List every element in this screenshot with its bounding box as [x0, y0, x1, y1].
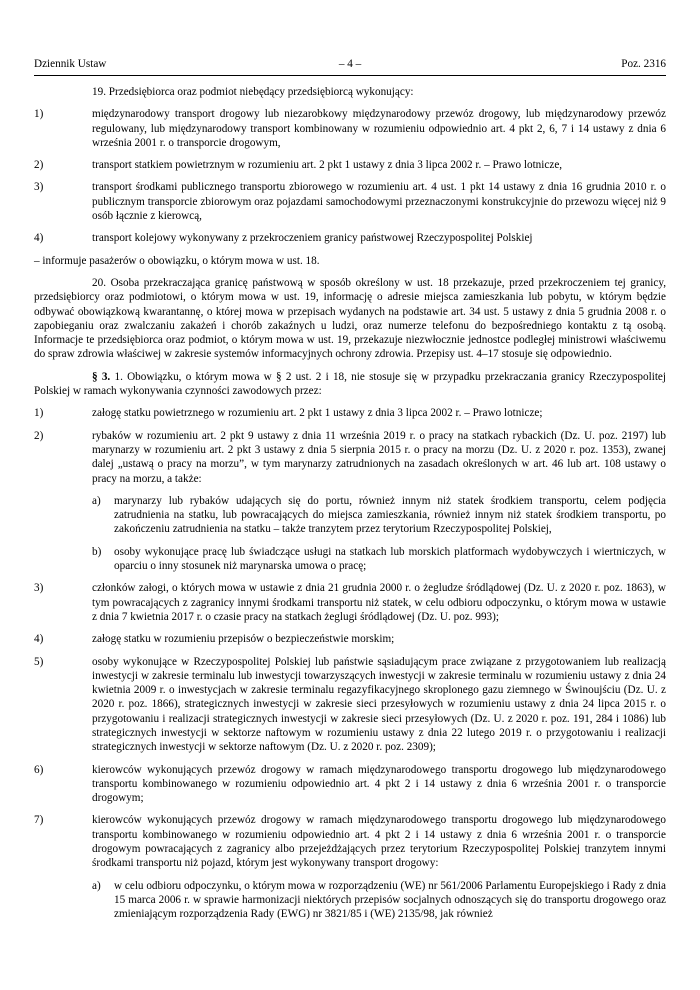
item-number: 1) [34, 407, 44, 420]
item-number: 4) [34, 232, 44, 245]
paragraph-19-intro: 19. Przedsiębiorca oraz podmiot niebędący przedsiębiorcą wykonujący: [92, 86, 414, 98]
paragraph-20: 20. Osoba przekraczająca granicę państwową w sposób określony w ust. 18 przekazuje, przed przekroczeniem tej granicy, przedsiębiorcy oraz podmiotowi, o którym mowa w ust. 19, informację o adresie miejsca zamieszkania lub pobytu, w którym będzie odbywać obowiązkową kwarantannę, o której mowa w przepisach wydanych na podstawie art. 34 ust. 5 ustawy z dnia 5 grudnia 2008 r. o zapobieganiu oraz zwalczaniu zakażeń i chorób zakaźnych u ludzi, oraz numerze telefonu do bezpośredniego kontaktu z tą osobą. Informacje te przedsiębiorca oraz podmiot, o którym mowa w ust. 19, przekazuje niezwłocznie jednostce podległej ministrowi właściwemu do spraw zdrowia właściwej w zakresie systemów informacyjnych ochrony zdrowia. Przepisy ust. 4–17 stosuje się odpowiednio. [34, 276, 666, 361]
item-number: 7) [34, 814, 44, 827]
sub-item [34, 879, 666, 922]
item-text: kierowców wykonujących przewóz drogowy w ramach międzynarodowego transportu drogowego lub międzynarodowego transportu kombinowanego w rozumieniu odpowiednio art. 4 pkt 2 i 14 ustawy z dnia 6 września 2001 r. o transporcie drogowym; [92, 763, 666, 805]
sub-item-letter: a) [92, 494, 101, 507]
item-text: transport środkami publicznego transportu zbiorowego w rozumieniu art. 4 ust. 1 pkt 14 ustawy z dnia 16 grudnia 2010 r. o publicznym transporcie zbiorowym oraz pojazdami samochodowymi przeznaczonymi konstrukcyjnie do przewozu więcej niż 9 osób łącznie z kierowcą, [92, 181, 666, 223]
item-text: transport kolejowy wykonywany z przekroczeniem granicy państwowej Rzeczypospolitej Polskiej [92, 232, 533, 245]
list-item [34, 813, 666, 870]
list-item [34, 231, 666, 245]
item-number: 3) [34, 181, 44, 194]
item-text: członków załogi, o których mowa w ustawie z dnia 21 grudnia 2000 r. o żegludze śródlądowej (Dz. U. z 2020 r. poz. 1863), w tym powracających z zagranicy innymi środkami transportu niż statek, w celu odbioru odpoczynku, o którym mowa w ustawie z dnia 7 kwietnia 2017 r. o czasie pracy na statkach żeglugi śródlądowej (Dz. U. poz. 993); [92, 582, 666, 623]
section-label: § 3. [92, 370, 111, 383]
journal-title: Dziennik Ustaw [34, 58, 107, 70]
section-intro-text: 1. Obowiązku, o którym mowa w § 2 ust. 2 i 18, nie stosuje się w przypadku przekraczania granicy Rzeczypospolitej Polskiej w ramach wykonywania czynności zawodowych przez: [34, 370, 667, 398]
sub-item-text: marynarzy lub rybaków udających się do portu, również innym niż statek środkiem transportu, celem podjęcia zatrudnienia na statku, lub powracających do miejsca zamieszkania, również innym niż statek środkiem transportu, po zakończeniu zatrudnienia na statku – także tranzytem przez terytorium Rzeczypospolitej Polskiej, [114, 494, 666, 536]
item-text: międzynarodowy transport drogowy lub niezarobkowy międzynarodowy przewóz drogowy, lub międzynarodowy przewóz regulowany, lub międzynarodowy transport kombinowany w rozumieniu odpowiednio art. 4 pkt 2, 6, 7 i 14 ustawy z dnia 6 września 2001 r. o transporcie drogowym, [92, 108, 666, 149]
item-text: transport statkiem powietrznym w rozumieniu art. 2 pkt 1 ustawy z dnia 3 lipca 2002 r. – Prawo lotnicze, [92, 159, 563, 172]
list-item [34, 581, 666, 624]
sub-item-text: w celu odbioru odpoczynku, o którym mowa w rozporządzeniu (WE) nr 561/2006 Parlamentu Europejskiego i Rady z dnia 15 marca 2006 r. w sprawie harmonizacji niektórych przepisów socjalnych odnoszących się do transportu drogowego oraz zmieniającym rozporządzenia Rady (EWG) nr 3821/85 i (WE) 2135/98, jak również [114, 879, 666, 921]
item-text: osoby wykonujące w Rzeczypospolitej Polskiej lub państwie sąsiadującym prace związane z przygotowaniem lub realizacją inwestycji w zakresie terminalu lub inwestycji towarzyszących inwestycji w zakresie terminalu w rozumieniu ustawy z dnia 24 kwietnia 2009 r. o inwestycjach w zakresie terminalu regazyfikacyjnego skroplonego gazu ziemnego w Świnoujściu (Dz. U. z 2020 r. poz. 1866), strategicznych inwestycji w zakresie sieci przesyłowych w rozumieniu ustawy z dnia 24 lipca 2015 r. o przygotowaniu i realizacji strategicznych inwestycji w zakresie sieci przesyłowych (Dz. U. z 2020 r. poz. 191, 284 i 1086) lub strategicznych inwestycji w sektorze naftowym w rozumieniu ustawy z dnia 22 lutego 2019 r. o przygotowaniu i realizacji strategicznych inwestycji w sektorze naftowym (Dz. U. z 2020 r. poz. 2309); [92, 655, 666, 754]
page-number: – 4 – [338, 58, 362, 70]
list-item [34, 158, 666, 172]
item-text: załogę statku powietrznego w rozumieniu art. 2 pkt 1 ustawy z dnia 3 lipca 2002 r. – Prawo lotnicze; [92, 407, 543, 420]
list-item [34, 406, 666, 420]
item-number: 2) [34, 429, 44, 442]
item-text: kierowców wykonujących przewóz drogowy w ramach międzynarodowego transportu drogowego lub międzynarodowego transportu kombinowanego w rozumieniu odpowiednio art. 4 pkt 2 i 14 ustawy z dnia 6 września 2001 r. o transporcie drogowym powracających z zagranicy albo przejeżdżających przez terytorium Rzeczypospolitej Polskiej tranzytem innymi środkami transportu niż pojazd, którym jest wykonywany transport drogowy: [92, 814, 666, 870]
list-item [34, 107, 666, 150]
position-number: Poz. 2316 [621, 58, 666, 70]
item-number: 1) [34, 108, 44, 121]
sub-item [34, 494, 666, 537]
item-number: 3) [34, 582, 44, 595]
list-item [34, 763, 666, 806]
list-item [34, 655, 666, 755]
item-number: 6) [34, 763, 44, 776]
item-number: 2) [34, 159, 44, 172]
list-item [34, 429, 666, 486]
page-header [34, 57, 666, 76]
document-body [34, 85, 666, 930]
sub-item-letter: b) [92, 545, 102, 558]
paragraph-19-closing: – informuje pasażerów o obowiązku, o którym mowa w ust. 18. [34, 254, 320, 267]
list-item [34, 180, 666, 223]
item-number: 4) [34, 633, 44, 646]
item-text: rybaków w rozumieniu art. 2 pkt 9 ustawy z dnia 11 września 2019 r. o pracy na statkach rybackich (Dz. U. poz. 2197) lub marynarzy w rozumieniu art. 2 pkt 3 ustawy z dnia 5 sierpnia 2015 r. o pracy na morzu (Dz. U. z 2020 r. poz. 1353), zwanej dalej „ustawą o pracy na morzu”, w tym marynarzy zatrudnionych na zasadach określonych w art. 46 lub art. 108 ustawy o pracy na morzu, a także: [92, 429, 666, 485]
sub-item [34, 545, 666, 574]
sub-item-letter: a) [92, 879, 101, 892]
item-text: załogę statku w rozumieniu przepisów o bezpieczeństwie morskim; [92, 633, 395, 646]
sub-item-text: osoby wykonujące pracę lub świadczące usługi na statkach lub morskich platformach wydobywczych i wiertniczych, w oparciu o inny stosunek niż marynarska umowa o pracę; [114, 545, 666, 573]
section-3-intro [34, 370, 666, 399]
item-number: 5) [34, 655, 44, 668]
list-item [34, 632, 666, 646]
